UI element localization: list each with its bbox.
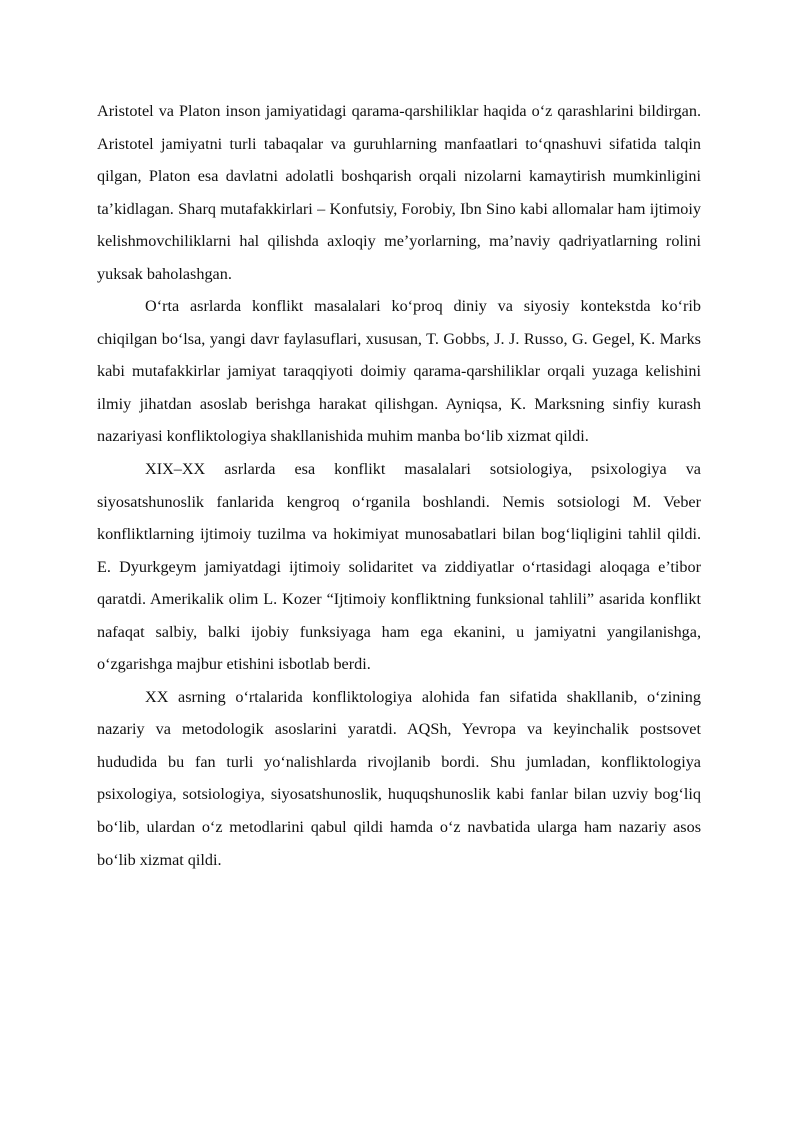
paragraph-2: O‘rta asrlarda konflikt masalalari ko‘proq diniy va siyosiy kontekstda ko‘rib chiqilgan bo‘lsa, yangi davr faylasuflari, xususan, T. Gobbs, J. J. Russo, G. Gegel, K. Marks kabi mutafakkirlar jamiyat taraqqiyoti doimiy qarama-qarshiliklar orqali yuzaga kelishini ilmiy jihatdan asoslab berishga harakat qilishgan. Ayniqsa, K. Marksning sinfiy kurash nazariyasi konfliktologiya shakllanishida muhim manba bo‘lib xizmat qildi. [97,297,701,446]
body-text [97,95,701,876]
paragraph-1: Aristotel va Platon inson jamiyatidagi qarama-qarshiliklar haqida o‘z qarashlarini bildirgan. Aristotel jamiyatni turli tabaqalar va guruhlarning manfaatlari to‘qnashuvi sifatida talqin qilgan, Platon esa davlatni adolatli boshqarish orqali nizolarni kamaytirish mumkinligini ta’kidlagan. Sharq mutafakkirlari – Konfutsiy, Forobiy, Ibn Sino kabi allomalar ham ijtimoiy kelishmovchiliklarni hal qilishda axloqiy me’yorlarning, ma’naviy qadriyatlarning rolini yuksak baholashgan. [97,102,701,283]
paragraph-4: XX asrning o‘rtalarida konfliktologiya alohida fan sifatida shakllanib, o‘zining nazariy va metodologik asoslarini yaratdi. AQSh, Yevropa va keyinchalik postsovet hududida bu fan turli yo‘nalishlarda rivojlanib bordi. Shu jumladan, konfliktologiya psixologiya, sotsiologiya, siyosatshunoslik, huquqshunoslik kabi fanlar bilan uzviy bog‘liq bo‘lib, ulardan o‘z metodlarini qabul qildi hamda o‘z navbatida ularga ham nazariy asos bo‘lib xizmat qildi. [97,687,701,869]
paragraph-3: XIX–XX asrlarda esa konflikt masalalari sotsiologiya, psixologiya va siyosatshunoslik fanlarida kengroq o‘rganila boshlandi. Nemis sotsiologi M. Veber konfliktlarning ijtimoiy tuzilma va hokimiyat munosabatlari bilan bog‘liqligini tahlil qildi. E. Dyurkgeym jamiyatdagi ijtimoiy solidaritet va ziddiyatlar o‘rtasidagi aloqaga e’tibor qaratdi. Amerikalik olim L. Kozer “Ijtimoiy konfliktning funksional tahlili” asarida konflikt nafaqat salbiy, balki ijobiy funksiyaga ham ega ekanini, u jamiyatni yangilanishga, o‘zgarishga majbur etishini isbotlab berdi. [97,460,701,674]
